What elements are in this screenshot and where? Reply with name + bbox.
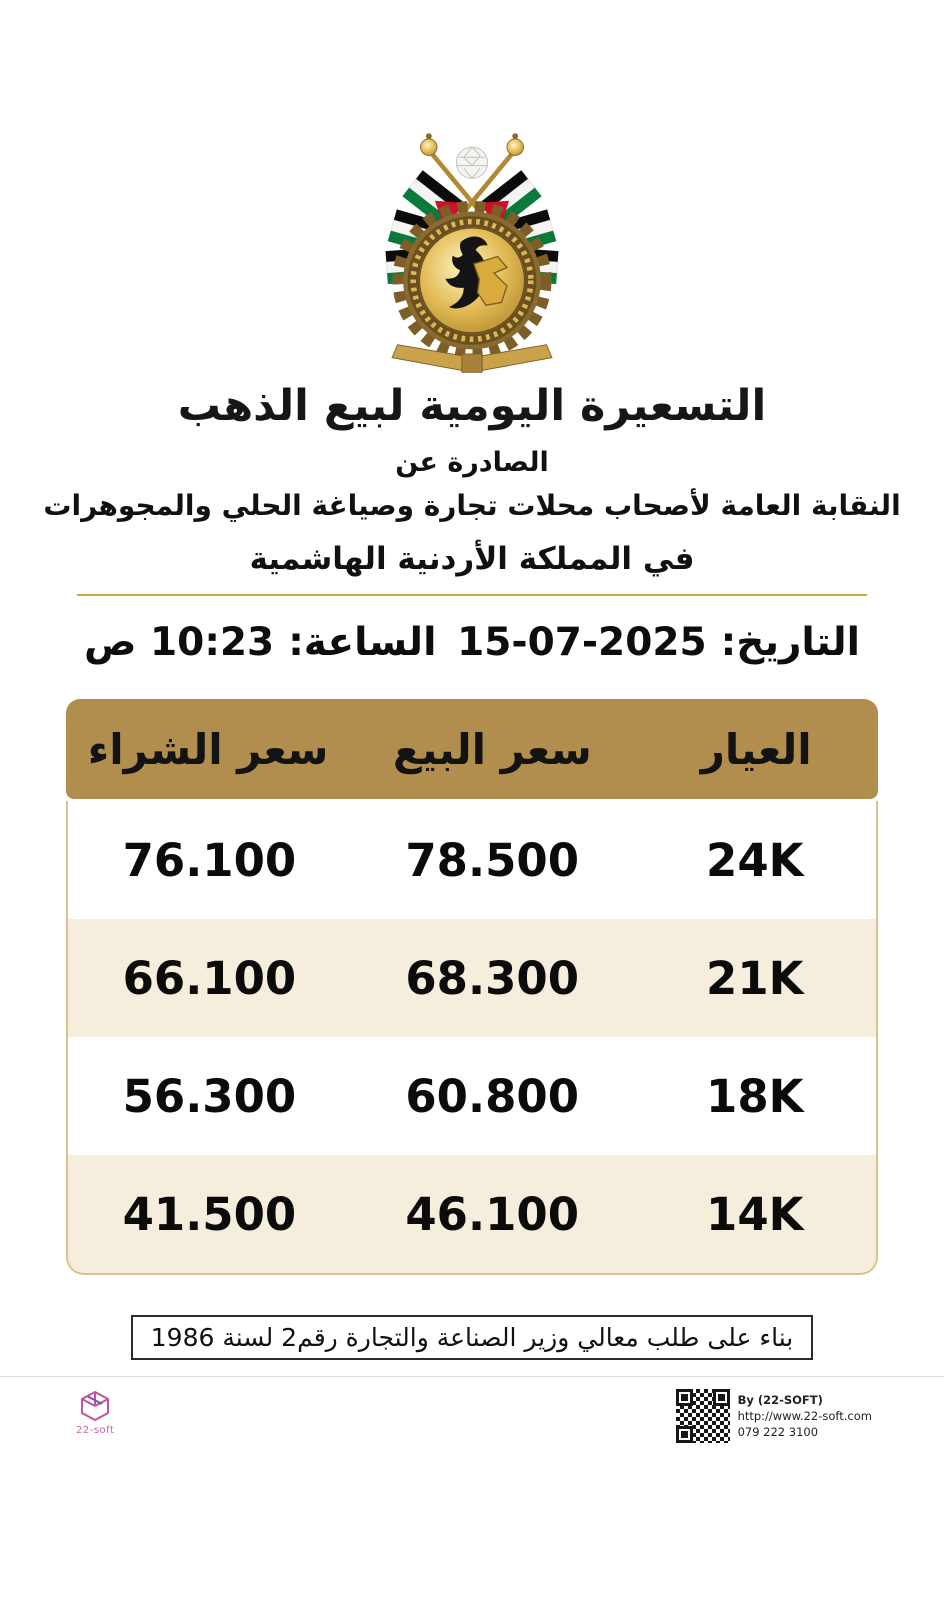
qr-finder-icon: [713, 1389, 730, 1406]
time-label: الساعة:: [288, 620, 437, 666]
brand-block: [76, 1389, 114, 1436]
kingdom-name: في المملكة الأردنية الهاشمية: [249, 540, 695, 577]
cell-sell: 68.300: [405, 951, 580, 1005]
brand-name: 22-soft: [76, 1425, 115, 1437]
cell-buy: 56.300: [122, 1069, 297, 1123]
syndicate-emblem: [370, 126, 574, 376]
credit-url: http://www.22-soft.com: [737, 1408, 872, 1423]
qr-finder-icon: [676, 1389, 693, 1406]
cell-karat: 18K: [706, 1069, 804, 1123]
price-table-header: [66, 699, 878, 799]
table-row: [68, 801, 876, 919]
time-value: 10:23 ص: [84, 620, 275, 666]
cell-sell: 46.100: [405, 1187, 580, 1241]
qr-finder-icon: [676, 1426, 693, 1443]
date-value: 15-07-2025: [457, 620, 707, 666]
syndicate-name: النقابة العامة لأصحاب محلات تجارة وصياغة الحلي والمجوهرات: [43, 488, 901, 522]
cell-buy: 76.100: [122, 833, 297, 887]
table-row: [68, 919, 876, 1037]
credit-text: [738, 1392, 872, 1440]
issued-by-label: الصادرة عن: [395, 447, 549, 479]
cell-sell: 60.800: [405, 1069, 580, 1123]
ministry-note: بناء على طلب معالي وزير الصناعة والتجارة رقم2 لسنة 1986: [131, 1315, 813, 1360]
cell-buy: 66.100: [122, 951, 297, 1005]
footer-bar: [0, 1377, 944, 1443]
credits-block: [676, 1389, 872, 1443]
cell-karat: 14K: [706, 1187, 804, 1241]
table-row: [68, 1155, 876, 1273]
header-cell-karat: العيار: [700, 724, 812, 774]
price-table-body: [66, 801, 878, 1275]
date-group: [457, 620, 860, 665]
header-cell-buy: سعر الشراء: [87, 724, 329, 774]
cell-karat: 21K: [706, 951, 804, 1005]
cell-karat: 24K: [706, 833, 804, 887]
datetime-row: [0, 620, 944, 665]
table-row: [68, 1037, 876, 1155]
gold-divider: [77, 594, 867, 596]
credit-by: By (22-SOFT): [737, 1392, 823, 1407]
22soft-cube-icon: [77, 1389, 113, 1423]
qr-code: [676, 1389, 730, 1443]
cell-sell: 78.500: [405, 833, 580, 887]
page-title: التسعيرة اليومية لبيع الذهب: [177, 381, 767, 431]
credit-phone: 079 222 3100: [737, 1425, 819, 1440]
cell-buy: 41.500: [122, 1187, 297, 1241]
price-table: [66, 699, 878, 1275]
time-group: [84, 620, 436, 665]
logo-container: [0, 0, 944, 376]
date-label: التاريخ:: [720, 620, 860, 666]
diamond-icon: [456, 147, 487, 178]
header-cell-sell: سعر البيع: [392, 724, 592, 774]
